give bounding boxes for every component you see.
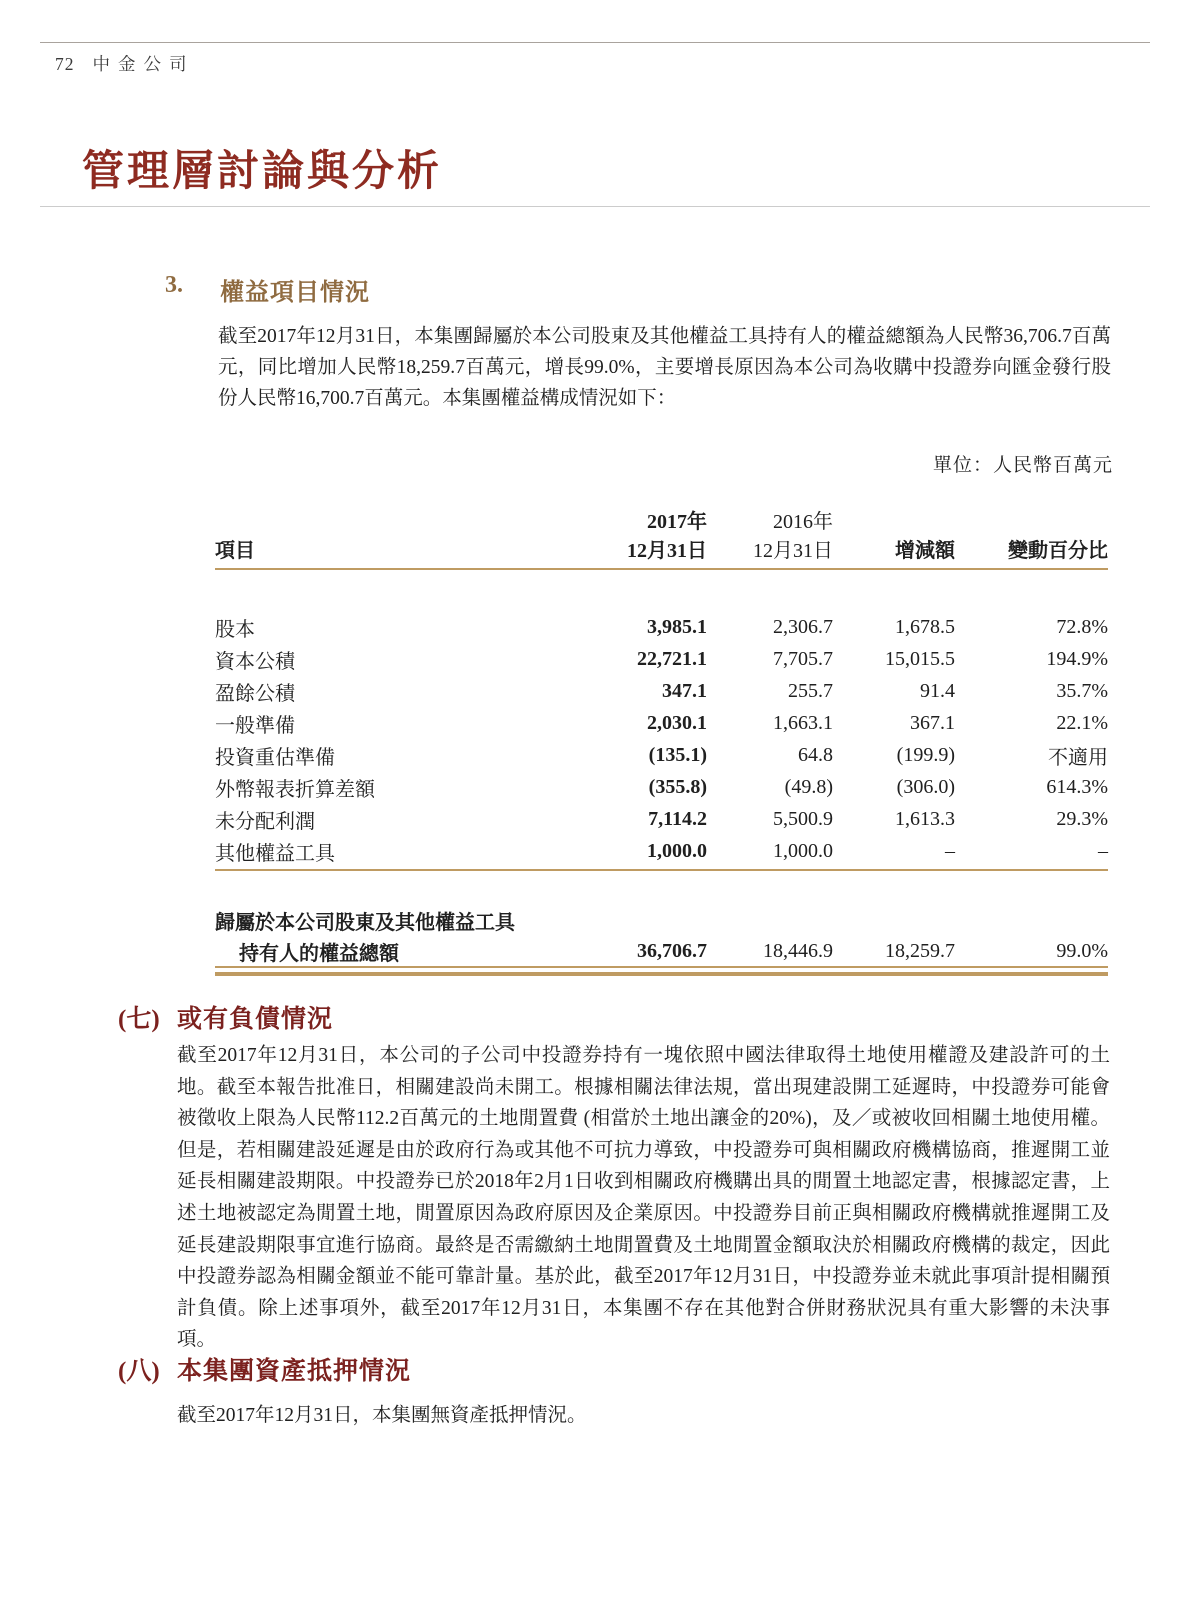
cell-2017: 1,000.0 bbox=[647, 839, 707, 862]
cell-2016: 1,000.0 bbox=[773, 839, 833, 862]
section-3-paragraph: 截至2017年12月31日，本集團歸屬於本公司股東及其他權益工具持有人的權益總額為人民幣36,706.7百萬元，同比增加人民幣18,259.7百萬元，增長99.0%，主要增長原因為本公司為收購中投證券向匯金發行股份人民幣16,700.7百萬元。本集團權益構成情況如下： bbox=[218, 326, 1111, 409]
table-bottom-rule-thick bbox=[215, 972, 1108, 976]
cell-change: (306.0) bbox=[896, 775, 955, 798]
table-row bbox=[215, 803, 1108, 835]
table-header-row bbox=[215, 534, 1108, 563]
table-body bbox=[215, 611, 1108, 867]
section-8-marker: (八) bbox=[118, 1358, 160, 1385]
table-header-year-row bbox=[215, 505, 1108, 534]
cell-2017: 2,030.1 bbox=[647, 711, 707, 734]
cell-pct: 614.3% bbox=[1046, 775, 1108, 798]
section-8-paragraph: 截至2017年12月31日，本集團無資產抵押情況。 bbox=[177, 1405, 587, 1426]
cell-change: – bbox=[945, 839, 955, 862]
col-header-item: 項目 bbox=[215, 540, 255, 562]
table-row bbox=[215, 771, 1108, 803]
col-header-pct: 變動百分比 bbox=[1008, 540, 1108, 562]
table-header-rule bbox=[215, 568, 1108, 570]
cell-item: 盈餘公積 bbox=[215, 682, 295, 705]
cell-2016: (49.8) bbox=[784, 775, 833, 798]
cell-pct: 72.8% bbox=[1056, 615, 1108, 638]
table-bottom-rule-thin bbox=[215, 966, 1108, 968]
total-pct: 99.0% bbox=[1056, 939, 1108, 962]
running-header bbox=[55, 51, 195, 76]
section-7-marker: (七) bbox=[118, 1006, 160, 1033]
col-header-2017-year: 2017年 bbox=[647, 511, 707, 533]
table-row bbox=[215, 611, 1108, 643]
cell-item: 未分配利潤 bbox=[215, 810, 315, 833]
cell-change: 1,613.3 bbox=[895, 807, 955, 830]
cell-change: 367.1 bbox=[910, 711, 955, 734]
total-2017: 36,706.7 bbox=[637, 939, 707, 962]
section-7-heading bbox=[118, 999, 333, 1035]
col-header-2016-date: 12月31日 bbox=[753, 540, 833, 562]
total-label-line2: 持有人的權益總額 bbox=[239, 942, 399, 965]
table-total-row bbox=[215, 936, 1108, 966]
cell-pct: 29.3% bbox=[1056, 807, 1108, 830]
cell-2016: 7,705.7 bbox=[773, 647, 833, 670]
section-8-heading-text: 本集團資產抵押情況 bbox=[177, 1358, 412, 1385]
cell-pct: 35.7% bbox=[1056, 679, 1108, 702]
cell-item: 股本 bbox=[215, 618, 255, 641]
cell-change: (199.9) bbox=[896, 743, 955, 766]
cell-item: 外幣報表折算差額 bbox=[215, 778, 375, 801]
table-mid-rule bbox=[215, 869, 1108, 871]
cell-2017: (135.1) bbox=[648, 743, 707, 766]
table-unit-note: 單位：人民幣百萬元 bbox=[932, 455, 1113, 476]
section-7-paragraph: 截至2017年12月31日，本公司的子公司中投證券持有一塊依照中國法律取得土地使用權證及建設許可的土地。截至本報告批准日，相關建設尚未開工。根據相關法律法規，當出現建設開工延遲時，中投證券可能會被徵收上限為人民幣112.2百萬元的土地閒置費 (相當於土地出讓金的20%)，及／或被收回相關土地使用權。但是，若相關建設延遲是由於政府行為或其他不可抗力導致，中投證券可與相關政府機構協商，推遲開工並延長相關建設期限。中投證券已於2018年2月1日收到相關政府機購出具的閒置土地認定書，根據認定書，上述土地被認定為閒置土地，閒置原因為政府原因及企業原因。中投證券目前正與相關政府機構就推遲開工及延長建設期限事宜進行協商。最終是否需繳納土地閒置費及土地閒置金額取決於相關政府機構的裁定，因此中投證券認為相關金額並不能可靠計量。基於此，截至2017年12月31日，中投證券並未就此事項計提相關預計負債。除上述事項外，截至2017年12月31日，本集團不存在其他對合併財務狀況具有重大影響的未決事項。 bbox=[177, 1045, 1110, 1351]
cell-item: 其他權益工具 bbox=[215, 842, 335, 865]
page-number: 72 bbox=[55, 54, 75, 74]
cell-item: 投資重估準備 bbox=[215, 746, 335, 769]
cell-2016: 255.7 bbox=[788, 679, 833, 702]
table-row bbox=[215, 707, 1108, 739]
section-3-number: 3. bbox=[165, 272, 183, 298]
cell-2017: (355.8) bbox=[648, 775, 707, 798]
cell-pct: 194.9% bbox=[1046, 647, 1108, 670]
table-row bbox=[215, 739, 1108, 771]
cell-2016: 2,306.7 bbox=[773, 615, 833, 638]
title-rule bbox=[40, 206, 1150, 207]
cell-2017: 7,114.2 bbox=[648, 807, 707, 830]
cell-item: 資本公積 bbox=[215, 650, 295, 673]
company-name: 中金公司 bbox=[92, 54, 195, 74]
section-3-heading-text: 權益項目情況 bbox=[220, 280, 370, 306]
table-row bbox=[215, 675, 1108, 707]
col-header-2017-date: 12月31日 bbox=[627, 540, 707, 562]
cell-pct: 不適用 bbox=[1048, 746, 1108, 769]
cell-2016: 64.8 bbox=[798, 743, 833, 766]
top-rule bbox=[40, 42, 1150, 43]
cell-2017: 347.1 bbox=[662, 679, 707, 702]
total-2016: 18,446.9 bbox=[763, 939, 833, 962]
page-title: 管理層討論與分析 bbox=[82, 149, 443, 195]
cell-item: 一般準備 bbox=[215, 714, 295, 737]
table-row bbox=[215, 835, 1108, 867]
cell-change: 1,678.5 bbox=[895, 615, 955, 638]
col-header-2016-year: 2016年 bbox=[773, 511, 833, 533]
cell-change: 91.4 bbox=[920, 679, 955, 702]
cell-pct: 22.1% bbox=[1056, 711, 1108, 734]
equity-table bbox=[215, 505, 1108, 976]
cell-2017: 22,721.1 bbox=[637, 647, 707, 670]
section-3-heading bbox=[165, 272, 370, 307]
total-change: 18,259.7 bbox=[885, 939, 955, 962]
cell-change: 15,015.5 bbox=[885, 647, 955, 670]
total-label-line1: 歸屬於本公司股東及其他權益工具 bbox=[215, 911, 515, 934]
cell-2017: 3,985.1 bbox=[647, 615, 707, 638]
section-8-heading bbox=[118, 1351, 411, 1387]
cell-2016: 1,663.1 bbox=[773, 711, 833, 734]
section-7-heading-text: 或有負債情況 bbox=[177, 1006, 334, 1033]
col-header-change: 增減額 bbox=[895, 540, 955, 562]
cell-pct: – bbox=[1098, 839, 1108, 862]
cell-2016: 5,500.9 bbox=[773, 807, 833, 830]
table-row bbox=[215, 643, 1108, 675]
